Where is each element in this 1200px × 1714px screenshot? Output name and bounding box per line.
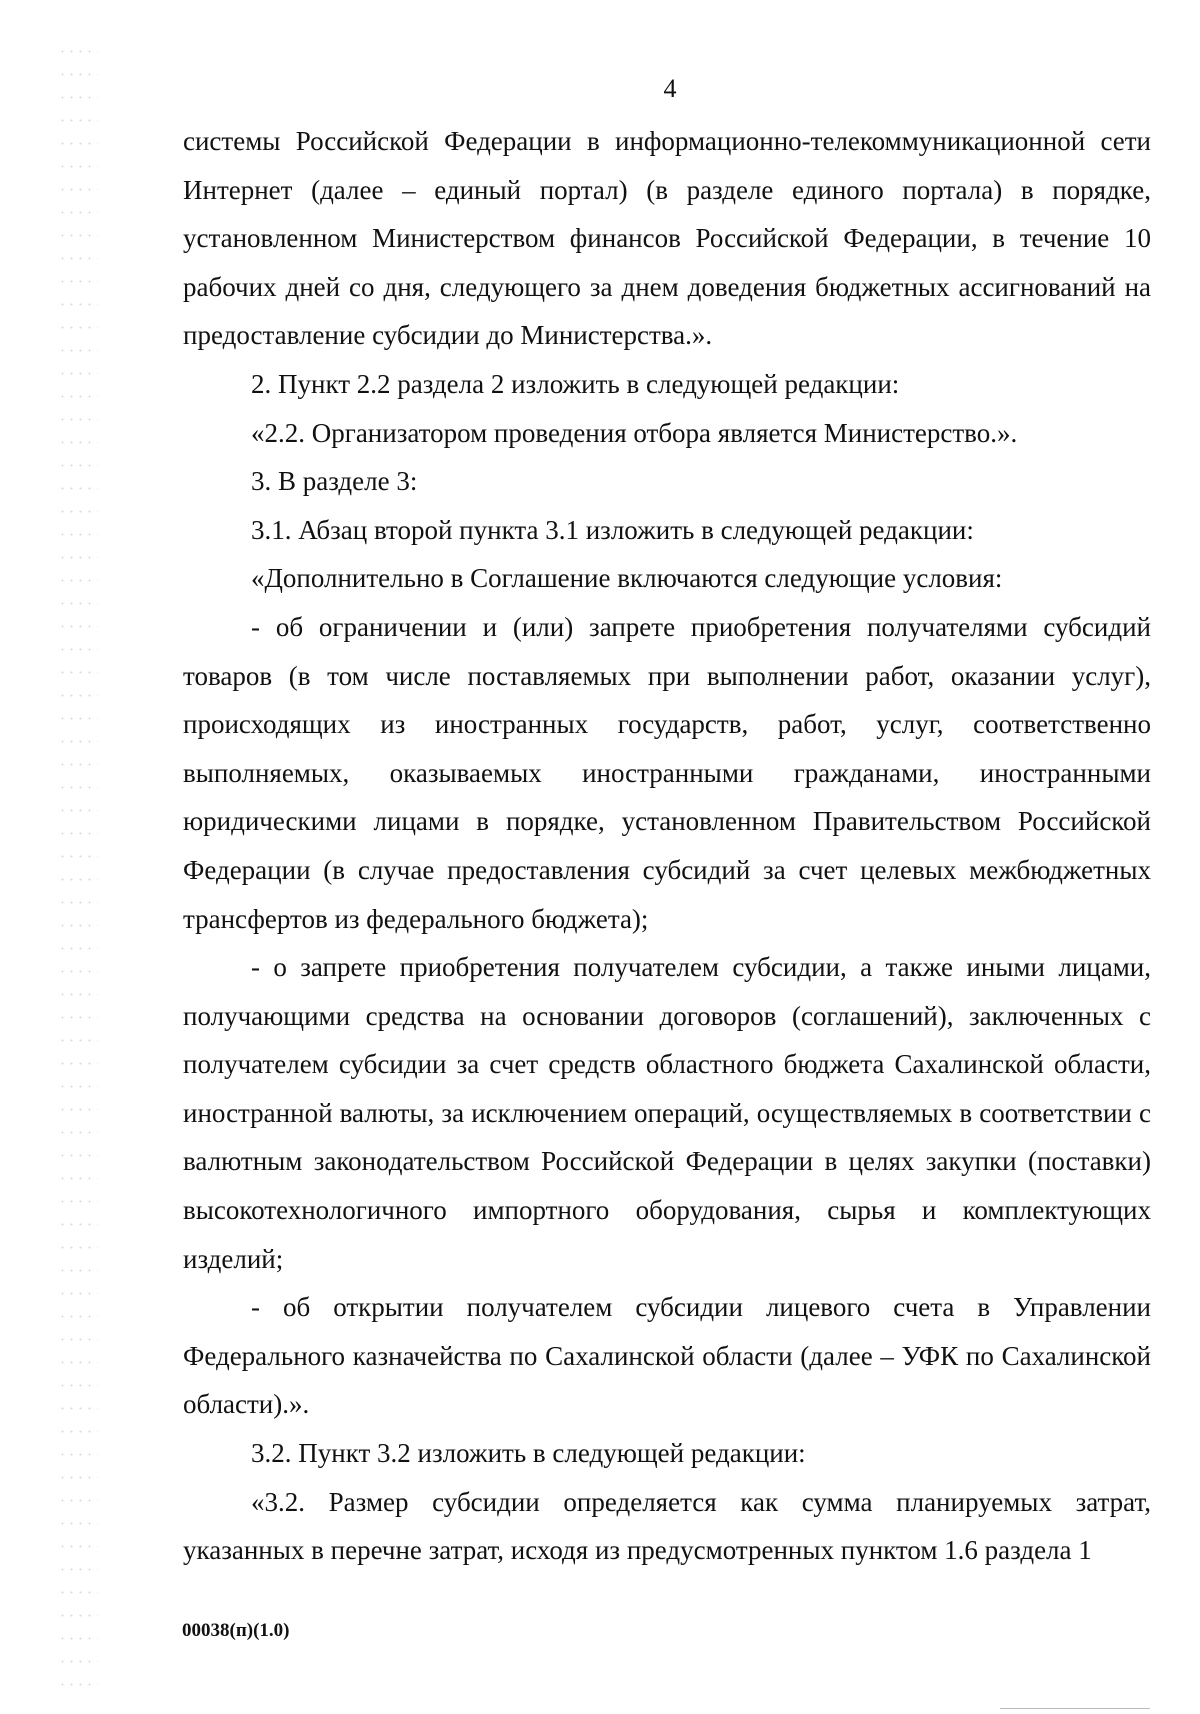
paragraph-item-2: 2. Пункт 2.2 раздела 2 изложить в следующей редакции:	[251, 368, 900, 399]
paragraph-item-3-2: 3.2. Пункт 3.2 изложить в следующей редакции:	[251, 1438, 806, 1469]
paragraph-item-2-2: «2.2. Организатором проведения отбора является Министерство.».	[251, 417, 1018, 448]
paragraph-item-3-1: 3.1. Абзац второй пункта 3.1 изложить в следующей редакции:	[251, 514, 974, 545]
bottom-edge-line	[1000, 1708, 1150, 1709]
paragraph-continuation: системы Российской Федерации в информационно-телекоммуникационной сети Интернет (далее – единый портал) (в разделе единого портала) в порядке, установленном Министерством финансов Российской Федерации, в течение 10 рабочих дней со дня, следующего за днем доведения бюджетных ассигнований на предоставление субсидии до Министерства.».	[183, 126, 1151, 351]
document-body	[183, 117, 1151, 1575]
paragraph-conditions-intro: «Дополнительно в Соглашение включаются следующие условия:	[251, 563, 1003, 594]
page-number: 4	[663, 74, 677, 103]
paragraph-item-3-2-text: «3.2. Размер субсидии определяется как сумма планируемых затрат, указанных в перечне затрат, исходя из предусмотренных пунктом 1.6 раздела 1	[183, 1486, 1151, 1566]
scan-edge-noise	[58, 40, 98, 1690]
paragraph-condition-currency: - о запрете приобретения получателем субсидии, а также иными лицами, получающими средства на основании договоров (соглашений), заключенных с получателем субсидии за счет средств областного бюджета Сахалинской области, иностранной валюты, за исключением операций, осуществляемых в соответствии с валютным законодательством Российской Федерации в целях закупки (поставки) высокотехнологичного импортного оборудования, сырья и комплектующих изделий;	[183, 952, 1151, 1274]
footer-code: 00038(п)(1.0)	[182, 1620, 290, 1641]
paragraph-item-3: 3. В разделе 3:	[251, 466, 418, 497]
paragraph-condition-account: - об открытии получателем субсидии лицевого счета в Управлении Федерального казначейства по Сахалинской области (далее – УФК по Сахалинской области).».	[183, 1292, 1151, 1420]
paragraph-condition-restriction: - об ограничении и (или) запрете приобретения получателями субсидий товаров (в том числе поставляемых при выполнении работ, оказании услуг), происходящих из иностранных государств, работ, услуг, соответственно выполняемых, оказываемых иностранными гражданами, иностранными юридическими лицами в порядке, установленном Правительством Российской Федерации (в случае предоставления субсидий за счет целевых межбюджетных трансфертов из федерального бюджета);	[183, 611, 1151, 934]
